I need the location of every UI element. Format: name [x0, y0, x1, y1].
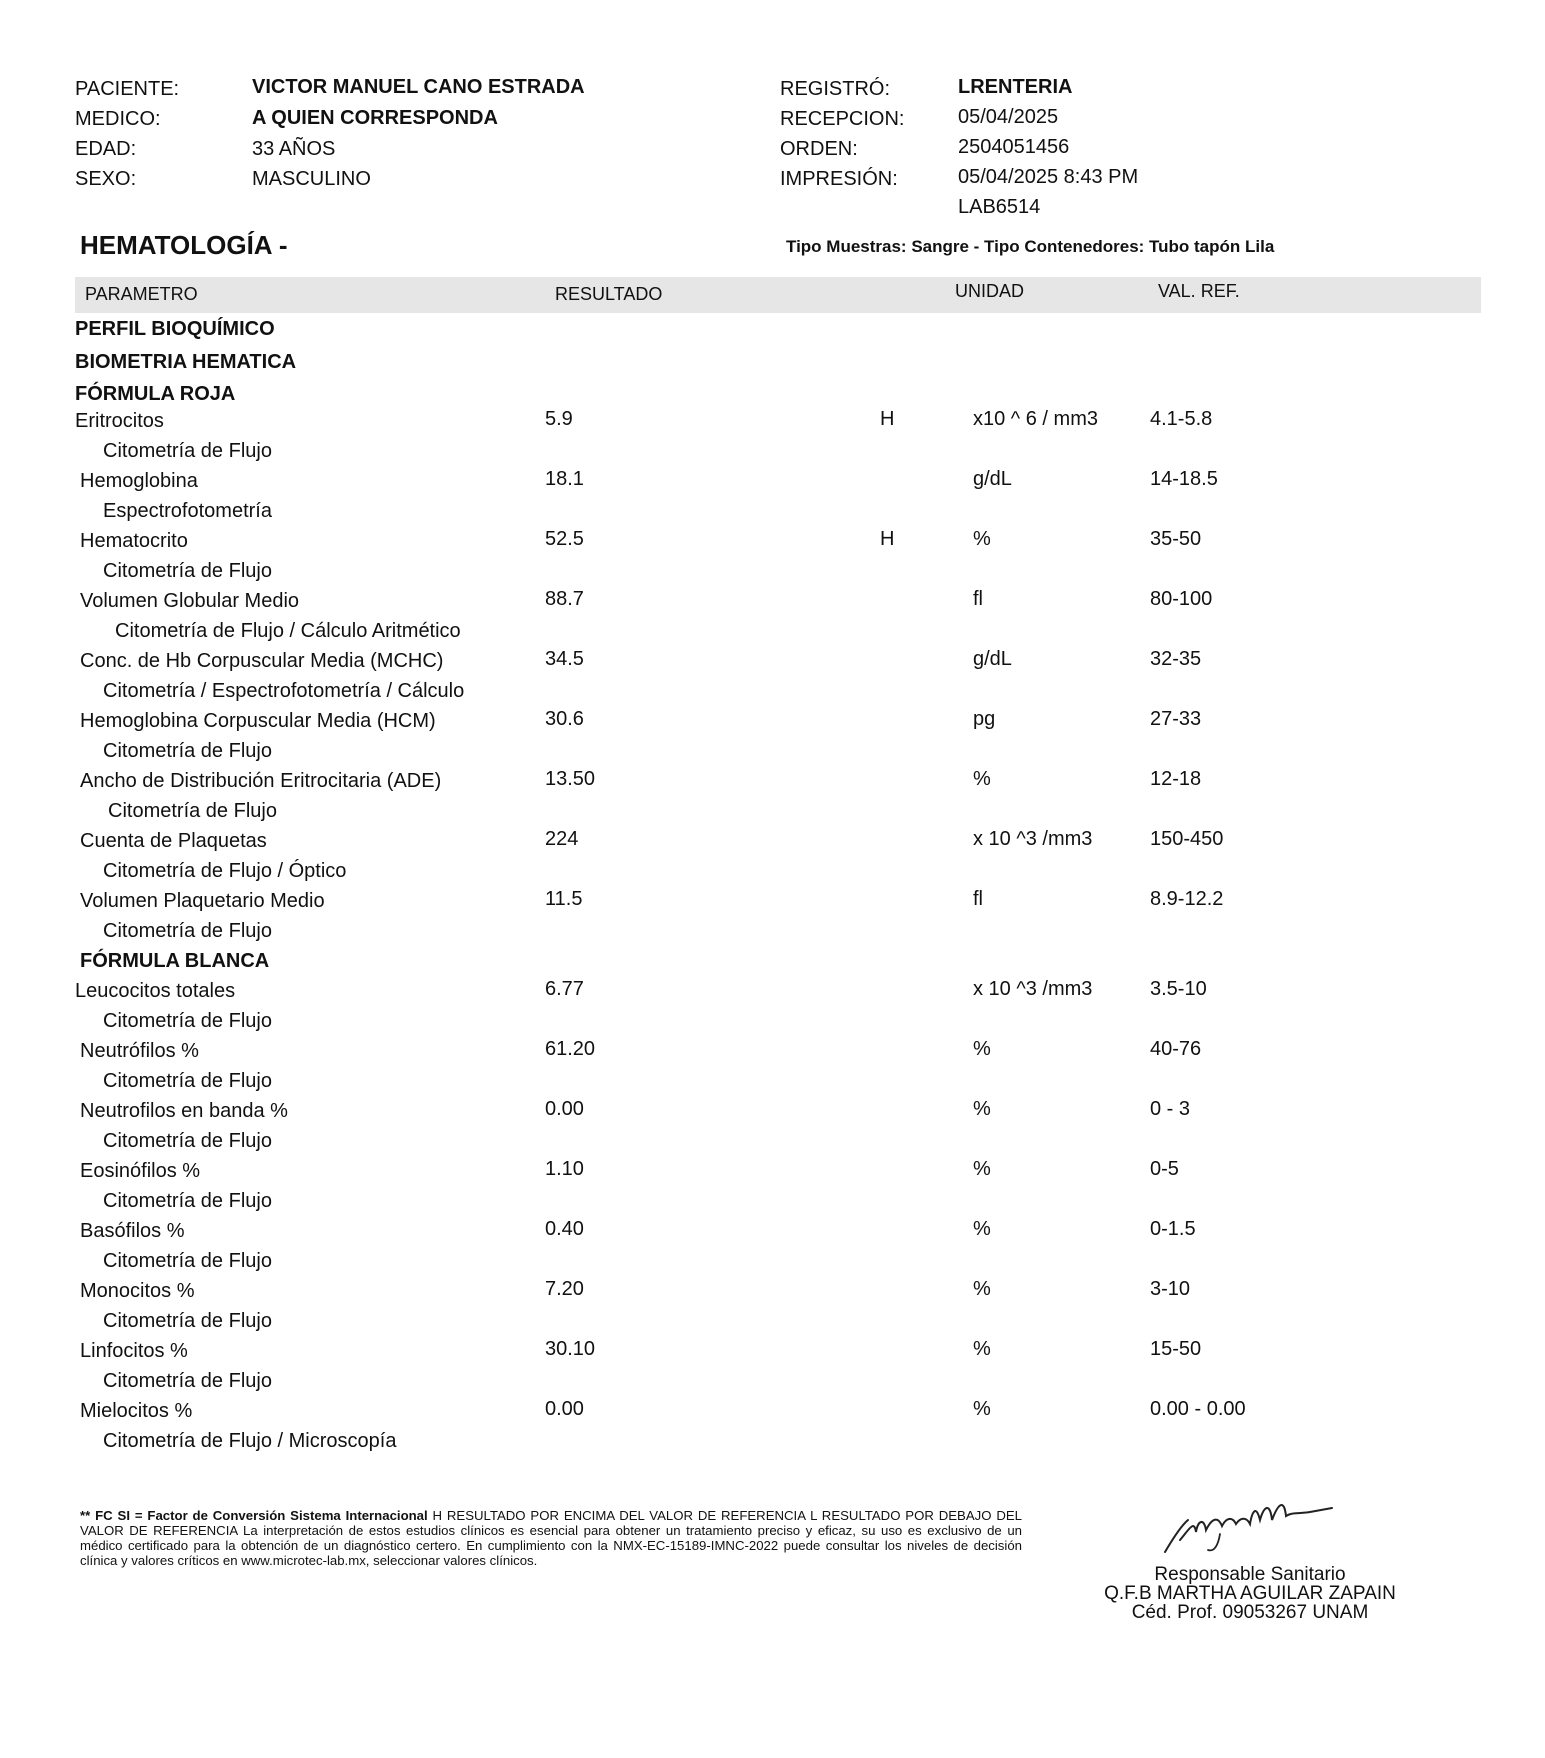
method-text: Citometría de Flujo / Óptico: [103, 860, 347, 882]
result-value: 34.5: [545, 648, 584, 670]
unit-value: pg: [973, 708, 996, 730]
group-roja: FÓRMULA ROJA: [75, 383, 236, 405]
unit-value: x10 ^ 6 / mm3: [973, 408, 1098, 430]
unit-value: %: [973, 528, 991, 550]
result-value: 6.77: [545, 978, 584, 1000]
doctor-label: MEDICO:: [75, 108, 161, 130]
method-text: Citometría de Flujo: [103, 740, 272, 762]
footnote-bold: ** FC SI = Factor de Conversión Sistema Internacional: [80, 1508, 428, 1523]
method-text: Citometría de Flujo: [103, 1130, 272, 1152]
unit-value: %: [973, 1278, 991, 1300]
print-label: IMPRESIÓN:: [780, 168, 898, 190]
result-value: 0.00: [545, 1098, 584, 1120]
age-label: EDAD:: [75, 138, 137, 160]
unit-value: g/dL: [973, 468, 1012, 490]
ref-value: 32-35: [1150, 648, 1202, 670]
ref-value: 4.1-5.8: [1150, 408, 1213, 430]
signature-block: [1080, 1565, 1420, 1622]
signature-role: Responsable Sanitario: [1154, 1564, 1346, 1585]
ref-value: 8.9-12.2: [1150, 888, 1224, 910]
result-value: 0.00: [545, 1398, 584, 1420]
section-title: HEMATOLOGÍA -: [80, 230, 288, 260]
method-text: Citometría de Flujo: [108, 800, 277, 822]
col-valref: VAL. REF.: [1158, 281, 1240, 301]
patient-label: PACIENTE:: [75, 78, 180, 100]
param-name: Neutrofilos en banda %: [80, 1100, 288, 1122]
method-text: Citometría de Flujo / Cálculo Aritmético: [115, 620, 461, 642]
method-text: Citometría de Flujo: [103, 1190, 272, 1212]
result-flag: H: [880, 528, 895, 550]
unit-value: %: [973, 768, 991, 790]
param-name: Volumen Plaquetario Medio: [80, 890, 325, 912]
footnote: [80, 1508, 1022, 1568]
unit-value: fl: [973, 588, 983, 610]
ref-value: 0-5: [1150, 1158, 1179, 1180]
param-name: Hemoglobina Corpuscular Media (HCM): [80, 710, 436, 732]
method-text: Espectrofotometría: [103, 500, 272, 522]
result-value: 5.9: [545, 408, 573, 430]
unit-value: %: [973, 1158, 991, 1180]
unit-value: g/dL: [973, 648, 1012, 670]
ref-value: 0.00 - 0.00: [1150, 1398, 1246, 1420]
ref-value: 150-450: [1150, 828, 1224, 850]
group-perfil: PERFIL BIOQUÍMICO: [75, 318, 275, 340]
reception-value: 05/04/2025: [958, 106, 1059, 128]
param-name: Neutrófilos %: [80, 1040, 199, 1062]
result-value: 7.20: [545, 1278, 584, 1300]
ref-value: 14-18.5: [1150, 468, 1218, 490]
result-value: 18.1: [545, 468, 584, 490]
method-text: Citometría de Flujo: [103, 440, 272, 462]
param-name: Basófilos %: [80, 1220, 185, 1242]
order-value: 2504051456: [958, 136, 1070, 158]
method-text: Citometría de Flujo / Microscopía: [103, 1430, 397, 1452]
param-name: Monocitos %: [80, 1280, 195, 1302]
order-label: ORDEN:: [780, 138, 858, 160]
group-blanca: FÓRMULA BLANCA: [80, 950, 270, 972]
method-text: Citometría de Flujo: [103, 1010, 272, 1032]
param-name: Hemoglobina: [80, 470, 198, 492]
ref-value: 3-10: [1150, 1278, 1191, 1300]
method-text: Citometría de Flujo: [103, 560, 272, 582]
registered-label: REGISTRÓ:: [780, 78, 891, 100]
reception-label: RECEPCION:: [780, 108, 905, 130]
param-name: Leucocitos totales: [75, 980, 236, 1002]
result-value: 30.6: [545, 708, 584, 730]
param-name: Hematocrito: [80, 530, 188, 552]
signature-cedula: Céd. Prof. 09053267 UNAM: [1131, 1602, 1369, 1623]
column-header-bar: [75, 277, 1481, 313]
unit-value: %: [973, 1338, 991, 1360]
param-name: Linfocitos %: [80, 1340, 188, 1362]
unit-value: fl: [973, 888, 983, 910]
param-name: Volumen Globular Medio: [80, 590, 300, 612]
method-text: Citometría de Flujo: [103, 1070, 272, 1092]
age-value: 33 AÑOS: [252, 138, 336, 160]
footnote-text: H RESULTADO POR ENCIMA DEL VALOR DE REFERENCIA L RESULTADO POR DEBAJO DEL VALOR DE REFERENCIA La interpretación de estos estudios clínicos es esencial para obtener un tratamiento preciso y eficaz, su uso es exclusivo de un médico certificado para la obtención de un diagnóstico certero. En cumplimiento con la NMX-EC-15189-IMNC-2022 puede consultar los niveles de decisión clínica y valores críticos en www.microtec-lab.mx, seleccionar valores clínicos.: [80, 1508, 1022, 1568]
method-text: Citometría de Flujo: [103, 1310, 272, 1332]
result-value: 13.50: [545, 768, 596, 790]
lab-code: LAB6514: [958, 196, 1041, 218]
param-name: Eosinófilos %: [80, 1160, 201, 1182]
result-value: 61.20: [545, 1038, 596, 1060]
ref-value: 12-18: [1150, 768, 1202, 790]
col-resultado: RESULTADO: [555, 284, 663, 304]
result-flag: H: [880, 408, 895, 430]
result-value: 224: [545, 828, 579, 850]
result-value: 30.10: [545, 1338, 596, 1360]
unit-value: %: [973, 1038, 991, 1060]
unit-value: %: [973, 1218, 991, 1240]
ref-value: 3.5-10: [1150, 978, 1207, 1000]
param-name: Cuenta de Plaquetas: [80, 830, 267, 852]
unit-value: %: [973, 1098, 991, 1120]
unit-value: x 10 ^3 /mm3: [973, 828, 1093, 850]
sample-info: Tipo Muestras: Sangre - Tipo Contenedores: Tubo tapón Lila: [786, 237, 1275, 256]
method-text: Citometría de Flujo: [103, 1250, 272, 1272]
ref-value: 0 - 3: [1150, 1098, 1191, 1120]
signature-name: Q.F.B MARTHA AGUILAR ZAPAIN: [1104, 1583, 1396, 1604]
ref-value: 15-50: [1150, 1338, 1202, 1360]
col-unidad: UNIDAD: [955, 281, 1025, 301]
ref-value: 35-50: [1150, 528, 1202, 550]
result-value: 88.7: [545, 588, 584, 610]
doctor-name: A QUIEN CORRESPONDA: [252, 107, 498, 129]
method-text: Citometría / Espectrofotometría / Cálculo: [103, 680, 465, 702]
result-value: 11.5: [545, 888, 583, 910]
param-name: Conc. de Hb Corpuscular Media (MCHC): [80, 650, 444, 672]
param-name: Ancho de Distribución Eritrocitaria (ADE): [80, 770, 442, 792]
print-value: 05/04/2025 8:43 PM: [958, 166, 1139, 188]
registered-value: LRENTERIA: [958, 76, 1073, 98]
sex-label: SEXO:: [75, 168, 137, 190]
ref-value: 27-33: [1150, 708, 1202, 730]
result-value: 0.40: [545, 1218, 584, 1240]
signature-image: [1160, 1490, 1340, 1560]
col-parametro: PARAMETRO: [85, 284, 198, 304]
result-value: 1.10: [545, 1158, 584, 1180]
result-value: 52.5: [545, 528, 584, 550]
sex-value: MASCULINO: [252, 168, 371, 190]
unit-value: x 10 ^3 /mm3: [973, 978, 1093, 1000]
ref-value: 80-100: [1150, 588, 1213, 610]
method-text: Citometría de Flujo: [103, 920, 272, 942]
param-name: Mielocitos %: [80, 1400, 193, 1422]
ref-value: 40-76: [1150, 1038, 1202, 1060]
param-name: Eritrocitos: [75, 410, 164, 432]
unit-value: %: [973, 1398, 991, 1420]
patient-name: VICTOR MANUEL CANO ESTRADA: [252, 76, 585, 98]
group-biometria: BIOMETRIA HEMATICA: [75, 351, 297, 373]
ref-value: 0-1.5: [1150, 1218, 1196, 1240]
method-text: Citometría de Flujo: [103, 1370, 272, 1392]
